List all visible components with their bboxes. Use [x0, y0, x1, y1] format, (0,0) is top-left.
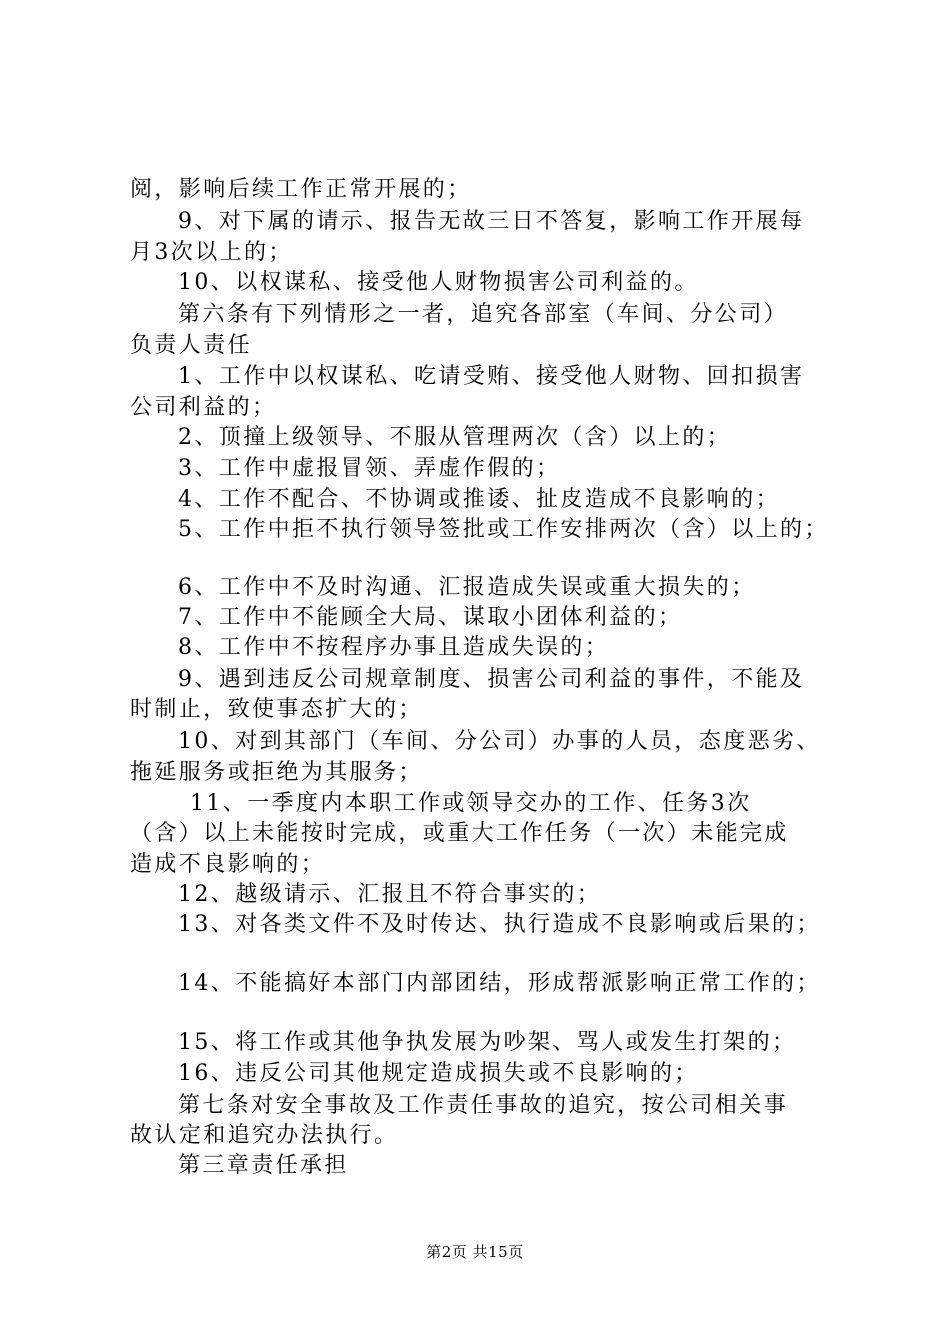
- text-line: 2、顶撞上级领导、不服从管理两次（含）以上的；: [178, 425, 732, 450]
- text-line: 9、对下属的请示、报告无故三日不答复，影响工作开展每: [178, 209, 805, 234]
- text-line: 公司利益的；: [130, 395, 277, 420]
- text-line: 10、以权谋私、接受他人财物损害公司利益的。: [178, 270, 699, 295]
- text-line: 1、工作中以权谋私、吃请受贿、接受他人财物、回扣损害: [178, 364, 805, 389]
- text-line: 第六条有下列情形之一者，追究各部室（车间、分公司）: [178, 302, 789, 327]
- text-line: 阅，影响后续工作正常开展的；: [130, 177, 472, 202]
- text-line: 月3次以上的；: [130, 240, 293, 265]
- text-line: 11、一季度内本职工作或领导交办的工作、任务3次: [190, 791, 752, 816]
- text-line: 3、工作中虚报冒领、弄虚作假的；: [178, 456, 561, 481]
- text-line: 12、越级请示、汇报且不符合事实的；: [178, 882, 602, 907]
- text-line: 14、不能搞好本部门内部团结，形成帮派影响正常工作的；: [178, 971, 821, 996]
- text-line: 5、工作中拒不执行领导签批或工作安排两次（含）以上的；: [178, 517, 829, 542]
- text-line: 4、工作不配合、不协调或推诿、扯皮造成不良影响的；: [178, 487, 780, 512]
- text-line: 16、违反公司其他规定造成损失或不良影响的；: [178, 1061, 699, 1086]
- text-line: 6、工作中不及时沟通、汇报造成失误或重大损失的；: [178, 575, 756, 600]
- text-line: 第三章责任承担: [178, 1153, 349, 1178]
- text-line: 10、对到其部门（车间、分公司）办事的人员，态度恶劣、: [178, 729, 821, 754]
- text-line: 时制止，致使事态扩大的；: [130, 697, 423, 722]
- text-line: 7、工作中不能顾全大局、谋取小团体利益的；: [178, 605, 683, 630]
- text-line: （含）以上未能按时完成，或重大工作任务（一次）未能完成: [130, 821, 789, 846]
- text-line: 8、工作中不按程序办事且造成失误的；: [178, 635, 610, 660]
- page-number-footer: 第2页 共15页: [426, 1243, 524, 1261]
- text-line: 13、对各类文件不及时传达、执行造成不良影响或后果的；: [178, 912, 821, 937]
- text-line: 15、将工作或其他争执发展为吵架、骂人或发生打架的；: [178, 1030, 797, 1055]
- text-line: 9、遇到违反公司规章制度、损害公司利益的事件，不能及: [178, 667, 805, 692]
- text-line: 负责人责任: [130, 333, 253, 358]
- text-line: 拖延服务或拒绝为其服务；: [130, 760, 423, 785]
- text-line: 造成不良影响的；: [130, 852, 326, 877]
- text-line: 故认定和追究办法执行。: [130, 1123, 399, 1148]
- text-line: 第七条对安全事故及工作责任事故的追究，按公司相关事: [178, 1093, 789, 1118]
